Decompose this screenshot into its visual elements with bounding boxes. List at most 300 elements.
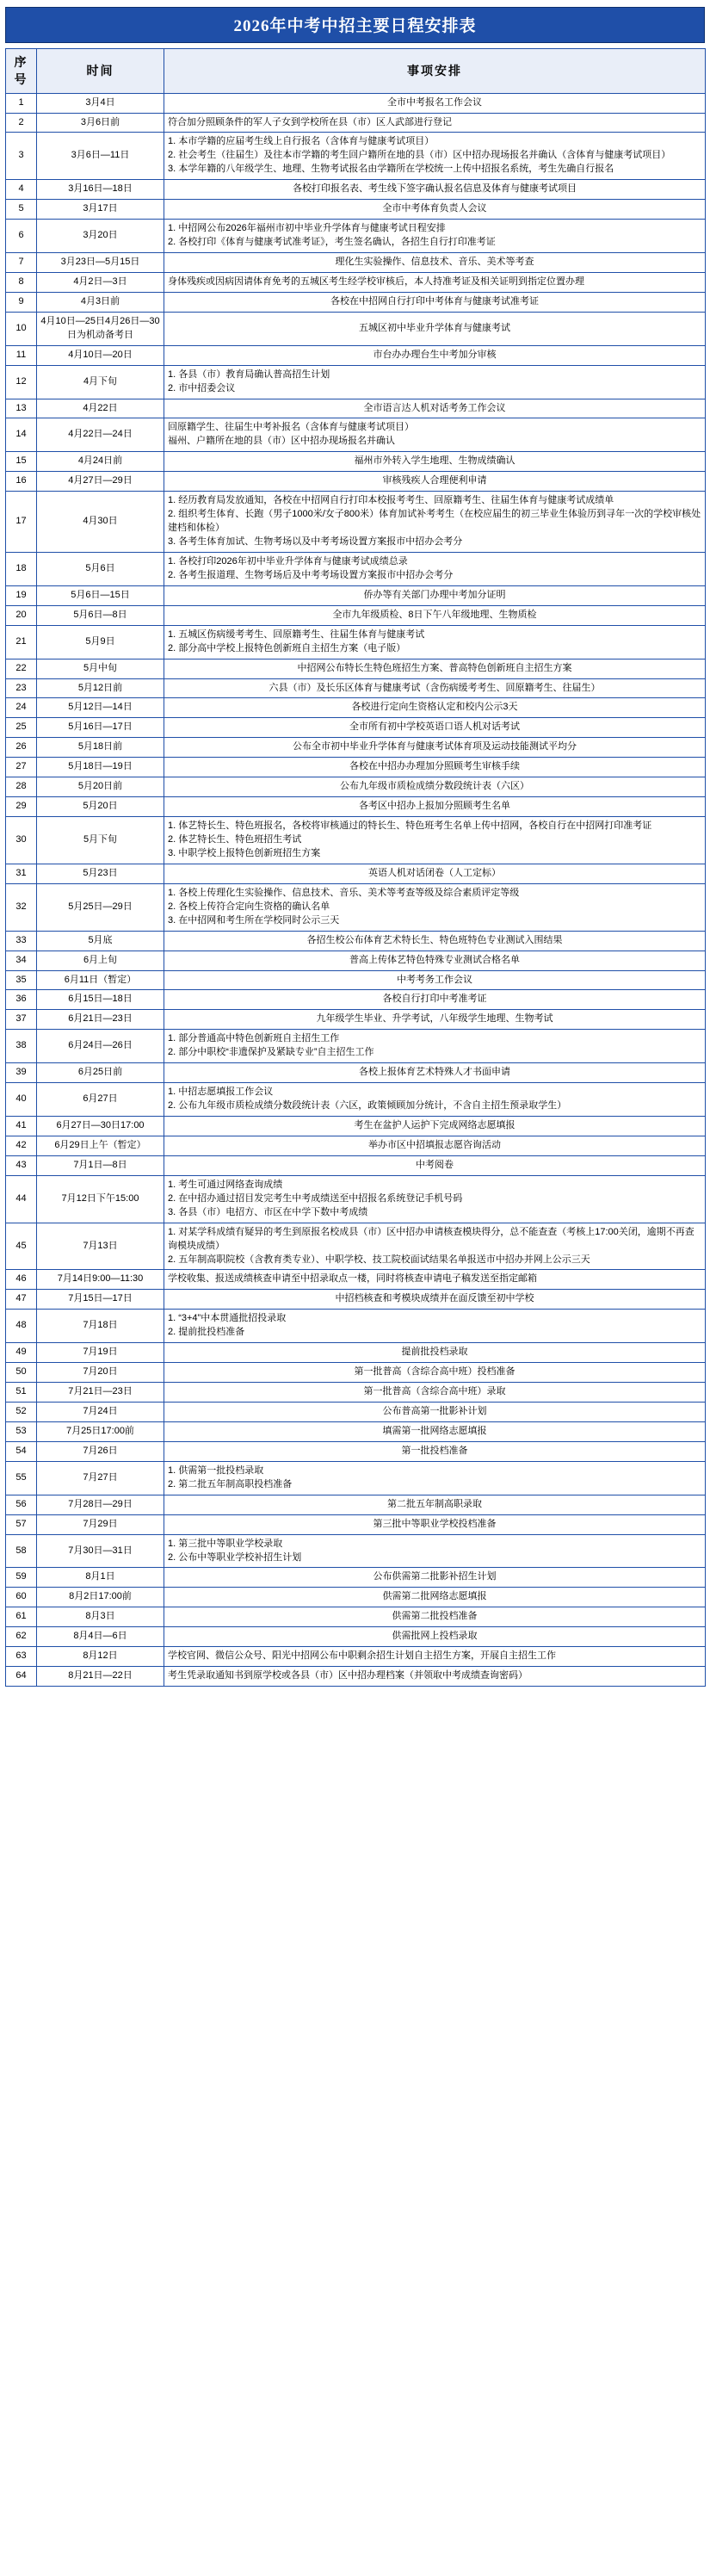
row-number: 61 <box>6 1607 37 1627</box>
row-time <box>37 1083 164 1117</box>
row-item-line: 公布普高第一批影补计划 <box>382 1406 487 1417</box>
row-item <box>164 1343 706 1363</box>
row-item <box>164 312 706 345</box>
row-number: 51 <box>6 1383 37 1403</box>
row-time-line: 5月中旬 <box>83 662 118 673</box>
row-item <box>164 93 706 113</box>
row-number: 41 <box>6 1117 37 1136</box>
row-time-line: 4月26日—30日为机动备考日 <box>67 315 160 340</box>
row-item-line: 各校在中招办办理加分照顾考生审核手续 <box>349 761 520 772</box>
row-item-line: 全市中考报名工作会议 <box>387 96 482 108</box>
row-item-line: 3. 中职学校上报特色创新班招生方案 <box>168 847 321 858</box>
row-item-line: 福州市外转入学生地理、生物成绩确认 <box>354 455 516 467</box>
row-item-line: 考生在盆护人运护下完成网络志愿填报 <box>354 1120 516 1131</box>
row-item-line: 3. 在中招网和考生所在学校同时公示三天 <box>168 914 340 926</box>
row-item-line: 各校进行定向生资格认定和校内公示3天 <box>351 702 518 713</box>
row-number: 11 <box>6 345 37 365</box>
row-number: 16 <box>6 472 37 492</box>
table-row <box>6 1270 706 1290</box>
row-item <box>164 1514 706 1534</box>
row-time <box>37 1607 164 1627</box>
row-item-line: 九年级学生毕业、升学考试，八年级学生地理、生物考试 <box>316 1013 553 1025</box>
row-item <box>164 200 706 220</box>
row-item-line: 3. 各考生体育加试、生物考场以及中考考场设置方案报市中招办会考分 <box>168 536 463 548</box>
row-number: 62 <box>6 1627 37 1647</box>
row-time-line: 7月30日—31日 <box>68 1545 133 1556</box>
row-number: 25 <box>6 718 37 738</box>
row-time <box>37 220 164 253</box>
row-item-line: 1. “3+4”中本贯通批招投录取 <box>168 1313 287 1324</box>
table-row <box>6 1363 706 1383</box>
row-item <box>164 472 706 492</box>
row-item <box>164 180 706 200</box>
table-row <box>6 365 706 399</box>
row-item-line: 2. 各考生报道理、生物考场后及中考考场设置方案报市中招办会考分 <box>168 569 454 580</box>
row-item-line: 1. 本市学籍的应届考生线上自行报名（含体育与健康考试项目） <box>168 136 435 147</box>
row-number: 43 <box>6 1155 37 1175</box>
row-item <box>164 777 706 797</box>
row-time <box>37 1175 164 1223</box>
row-item <box>164 365 706 399</box>
row-item-line: 公布全市初中毕业升学体育与健康考试体育项及运动技能测试平均分 <box>293 741 577 752</box>
row-number: 56 <box>6 1495 37 1514</box>
row-item-line: 2. 各校上传符合定向生资格的确认名单 <box>168 901 330 912</box>
row-number: 38 <box>6 1030 37 1063</box>
row-number: 36 <box>6 990 37 1010</box>
table-row <box>6 1627 706 1647</box>
row-time-line: 5月6日—8日 <box>73 609 127 620</box>
table-row <box>6 1403 706 1422</box>
row-time-line: 3月4日 <box>85 96 115 108</box>
row-number: 14 <box>6 418 37 452</box>
row-time <box>37 133 164 180</box>
row-number: 9 <box>6 292 37 312</box>
row-time <box>37 605 164 625</box>
row-number: 53 <box>6 1421 37 1441</box>
row-number: 32 <box>6 883 37 931</box>
row-item-line: 第一批普高（含综合高中班）录取 <box>363 1386 506 1397</box>
table-row <box>6 758 706 777</box>
row-time <box>37 718 164 738</box>
row-time-line: 17:00前 <box>101 1425 134 1436</box>
row-item-line: 1. 考生可通过网络查询成绩 <box>168 1179 283 1190</box>
table-body <box>6 93 706 1687</box>
row-time-line: 7月26日 <box>83 1445 118 1456</box>
row-item-line: 普高上传体艺特色特殊专业测试合格名单 <box>349 954 520 965</box>
row-item <box>164 452 706 472</box>
row-item-line: 第一批投档准备 <box>401 1445 468 1456</box>
row-time <box>37 1223 164 1270</box>
row-item <box>164 1010 706 1030</box>
row-item-line: 1. 各校上传理化生实验操作、信息技术、音乐、美术等考查等级及综合素质评定等级 <box>168 887 520 898</box>
row-item-line: 1. 中招网公布2026年福州市初中毕业升学体育与健康考试日程安排 <box>168 223 446 234</box>
row-number: 35 <box>6 970 37 990</box>
table-row <box>6 1010 706 1030</box>
row-item-line: 第一批普高（含综合高中班）投档准备 <box>354 1366 516 1378</box>
row-item <box>164 1310 706 1343</box>
row-item-line: 1. 体艺特长生、特色班报名，各校将审核通过的特长生、特色班考生名单上传中招网，各校自行在中招网打印准考证 <box>168 820 652 832</box>
table-row <box>6 1310 706 1343</box>
row-number: 47 <box>6 1290 37 1310</box>
row-time-line: 5月6日 <box>85 562 115 573</box>
table-row <box>6 93 706 113</box>
table-row <box>6 312 706 345</box>
row-item <box>164 1588 706 1607</box>
row-number: 60 <box>6 1588 37 1607</box>
row-time <box>37 585 164 605</box>
row-time <box>37 1568 164 1588</box>
row-item <box>164 883 706 931</box>
row-time-line: 8月2日 <box>69 1591 99 1602</box>
row-time-line: 4月24日前 <box>77 455 123 467</box>
row-item-line: 2. 各校打印《体育与健康考试准考证》，考生签名确认，各招生自行打印准考证 <box>168 237 496 248</box>
row-item <box>164 1403 706 1422</box>
row-item-line: 福州、户籍所在地的县（市）区中招办现场报名并确认 <box>168 436 395 447</box>
row-item <box>164 418 706 452</box>
row-item <box>164 678 706 698</box>
row-time-line: 6月25日前 <box>77 1067 123 1078</box>
row-item-line: 供需批网上投档录取 <box>392 1631 478 1642</box>
row-item-line: 2. 公布中等职业学校补招生计划 <box>168 1551 302 1563</box>
column-header-time: 时间 <box>37 49 164 94</box>
row-time-line: 6月上旬 <box>83 954 118 965</box>
row-time-line: 4月10日—20日 <box>68 349 133 360</box>
table-row <box>6 990 706 1010</box>
table-row <box>6 200 706 220</box>
row-time-line: 6月24日—26日 <box>68 1040 133 1051</box>
table-row <box>6 253 706 273</box>
row-item-line: 符合加分照顾条件的军人子女到学校所在县（市）区人武部进行登记 <box>168 116 452 127</box>
row-item <box>164 605 706 625</box>
row-time <box>37 1647 164 1667</box>
row-time <box>37 1310 164 1343</box>
row-item-line: 理化生实验操作、信息技术、音乐、美术等考查 <box>335 257 534 268</box>
row-item-line: 第二批五年制高职录取 <box>387 1498 482 1509</box>
row-time-line: 7月15日—17日 <box>68 1293 133 1304</box>
row-number: 39 <box>6 1063 37 1083</box>
row-item <box>164 220 706 253</box>
row-time <box>37 970 164 990</box>
row-number: 44 <box>6 1175 37 1223</box>
row-time-line: 6月27日 <box>83 1093 118 1105</box>
row-item <box>164 931 706 951</box>
row-item-line: 公布供需第二批影补招生计划 <box>373 1571 497 1582</box>
row-item-line: 2. 社会考生（往届生）及往本市学籍的考生回户籍所在地的县（市）区中招办现场报名并确认（含体育与健康考试项目） <box>168 150 671 161</box>
row-item-line: 侨办等有关部门办理中考加分证明 <box>363 589 506 600</box>
table-row <box>6 777 706 797</box>
table-row <box>6 678 706 698</box>
table-row <box>6 1514 706 1534</box>
row-time <box>37 625 164 659</box>
row-number: 54 <box>6 1441 37 1461</box>
table-row <box>6 552 706 585</box>
column-header-no: 序号 <box>6 49 37 94</box>
table-row <box>6 1117 706 1136</box>
row-time-line: 5月23日 <box>83 867 118 878</box>
row-time <box>37 758 164 777</box>
row-number: 8 <box>6 272 37 292</box>
row-item-line: 供需第二批网络志愿填报 <box>382 1591 487 1602</box>
row-time-line: 4月3日前 <box>80 295 120 307</box>
row-item <box>164 659 706 678</box>
row-item <box>164 1363 706 1383</box>
row-time-line: 7月1日—8日 <box>73 1159 127 1170</box>
row-number: 7 <box>6 253 37 273</box>
table-row <box>6 1647 706 1667</box>
row-time <box>37 472 164 492</box>
row-item <box>164 292 706 312</box>
table-row <box>6 1383 706 1403</box>
row-time <box>37 1534 164 1568</box>
row-item-line: 学校收集、报送成绩核查申请至中招录取点一楼，同时将核查申请电子稿发送至指定邮箱 <box>168 1273 537 1285</box>
row-number: 6 <box>6 220 37 253</box>
row-item-line: 五城区初中毕业升学体育与健康考试 <box>359 322 510 333</box>
table-row <box>6 1461 706 1495</box>
table-row <box>6 718 706 738</box>
row-number: 17 <box>6 492 37 553</box>
row-item <box>164 990 706 1010</box>
row-number: 42 <box>6 1136 37 1155</box>
row-time <box>37 113 164 133</box>
table-row <box>6 797 706 817</box>
row-item-line: 全市所有初中学校英语口语人机对话考试 <box>349 721 520 733</box>
row-time <box>37 180 164 200</box>
row-item-line: 全市九年级质检、8日下午八年级地理、生物质检 <box>332 609 537 620</box>
row-time-line: 3月16日—18日 <box>68 183 133 195</box>
row-time <box>37 1117 164 1136</box>
row-time <box>37 365 164 399</box>
row-item-line: 1. 供需第一批投档录取 <box>168 1464 264 1476</box>
row-time-line: 7月13日 <box>83 1240 118 1251</box>
row-item-line: 各校打印报名表、考生线下签字确认报名信息及体育与健康考试项目 <box>293 183 577 195</box>
table-row <box>6 1588 706 1607</box>
row-time-line: 6月21日—23日 <box>68 1013 133 1025</box>
row-number: 4 <box>6 180 37 200</box>
row-time <box>37 399 164 418</box>
table-row <box>6 1136 706 1155</box>
row-time-line: 3月20日 <box>83 230 118 241</box>
row-time-line: 下午15:00 <box>96 1192 139 1204</box>
row-item <box>164 1290 706 1310</box>
row-item-line: 中招档核查和考模块成绩并在面反馈至初中学校 <box>335 1293 534 1304</box>
row-item <box>164 272 706 292</box>
row-item-line: 中招网公布特长生特色班招生方案、普高特色创新班自主招生方案 <box>297 662 572 673</box>
row-item-line: 中考阅卷 <box>416 1159 454 1170</box>
row-item-line: 公布九年级市质检成绩分数段统计表（六区） <box>340 781 529 792</box>
row-time-line: 3月6日前 <box>80 116 120 127</box>
row-item-line: 2. 公布九年级市质检成绩分数段统计表（六区，政策倾顾加分统计，不含自主招生预录取学生） <box>168 1100 567 1112</box>
row-time-line: 8月3日 <box>85 1611 115 1622</box>
table-row <box>6 220 706 253</box>
row-number: 12 <box>6 365 37 399</box>
row-item <box>164 1270 706 1290</box>
row-item-line: 2. 部分高中学校上报特色创新班自主招生方案（电子版） <box>168 642 406 653</box>
row-item <box>164 1607 706 1627</box>
row-time-line: 7月27日 <box>83 1471 118 1483</box>
table-row <box>6 399 706 418</box>
row-item-line: 1. 中招志愿填报工作会议 <box>168 1087 274 1098</box>
table-row <box>6 418 706 452</box>
row-time <box>37 312 164 345</box>
row-time-line: 6月15日—18日 <box>68 994 133 1005</box>
row-number: 59 <box>6 1568 37 1588</box>
table-row <box>6 1667 706 1687</box>
table-row <box>6 605 706 625</box>
table-row <box>6 1290 706 1310</box>
table-row <box>6 180 706 200</box>
row-time-line: 5月6日—15日 <box>71 589 130 600</box>
row-time <box>37 678 164 698</box>
row-number: 58 <box>6 1534 37 1568</box>
row-number: 52 <box>6 1403 37 1422</box>
row-time <box>37 659 164 678</box>
row-item-line: 各考区中招办上报加分照顾考生名单 <box>359 801 510 812</box>
row-time <box>37 951 164 970</box>
row-item <box>164 1136 706 1155</box>
row-time-line: 3月23日—5月15日 <box>60 257 140 268</box>
table-row <box>6 931 706 951</box>
row-time-line: 8月4日—6日 <box>73 1631 127 1642</box>
row-time-line: （暂定） <box>98 974 137 985</box>
table-row <box>6 492 706 553</box>
row-time-line: 9:00—11:30 <box>92 1273 144 1285</box>
row-time <box>37 492 164 553</box>
row-time-line: 4月22日 <box>83 402 118 413</box>
row-item-line: 1. 五城区伤病缓考考生、回原籍考生、往届生体育与健康考试 <box>168 629 425 640</box>
row-time <box>37 1495 164 1514</box>
row-item-line: 2. 在中招办通过招目发完考生中考成绩送至中招报名系统登记手机号码 <box>168 1192 463 1204</box>
row-number: 24 <box>6 698 37 718</box>
row-time <box>37 452 164 472</box>
row-number: 2 <box>6 113 37 133</box>
row-item <box>164 1441 706 1461</box>
row-number: 20 <box>6 605 37 625</box>
row-number: 57 <box>6 1514 37 1534</box>
row-item <box>164 1627 706 1647</box>
row-time-line: 7月21日—23日 <box>68 1386 133 1397</box>
row-time-line: 5月底 <box>88 934 113 945</box>
row-time-line: 5月12日—14日 <box>68 702 133 713</box>
table-row <box>6 659 706 678</box>
row-time-line: 17:00前 <box>98 1591 132 1602</box>
row-number: 30 <box>6 817 37 864</box>
row-time <box>37 93 164 113</box>
row-item <box>164 345 706 365</box>
row-time-line: 5月9日 <box>85 635 115 647</box>
row-time <box>37 1667 164 1687</box>
table-row <box>6 1495 706 1514</box>
row-time <box>37 1588 164 1607</box>
row-number: 10 <box>6 312 37 345</box>
row-item-line: 各校在中招网自行打印中考体育与健康考试准考证 <box>330 295 539 307</box>
table-row <box>6 1568 706 1588</box>
row-number: 55 <box>6 1461 37 1495</box>
row-number: 40 <box>6 1083 37 1117</box>
table-header <box>6 49 706 94</box>
row-item-line: 市台办办理台生中考加分审核 <box>373 349 497 360</box>
table-row <box>6 133 706 180</box>
row-time <box>37 200 164 220</box>
row-item <box>164 552 706 585</box>
column-header-item: 事项安排 <box>164 49 706 94</box>
row-number: 63 <box>6 1647 37 1667</box>
table-row <box>6 1083 706 1117</box>
row-time <box>37 738 164 758</box>
row-time <box>37 1063 164 1083</box>
row-item-line: 2. 组织考生体育、长跑（男子1000米/女子800米）体育加试补考考生（在校应届生的初三毕业生体验历到寻年一次的学校审核处建档和体检） <box>168 509 701 534</box>
row-number: 13 <box>6 399 37 418</box>
row-time <box>37 1155 164 1175</box>
table-row <box>6 113 706 133</box>
row-time <box>37 817 164 864</box>
row-item-line: 2. 市中招委会议 <box>168 382 236 393</box>
row-number: 33 <box>6 931 37 951</box>
row-item-line: 1. 对某学科成绩有疑异的考生到原报名校成县（市）区中招办申请核查模块得分，总不能查查（考核上17:00关闭，逾期不再查询模块成绩） <box>168 1226 695 1251</box>
row-item-line: 1. 经历教育局发放通知，各校在中招网自行打印本校报考考生、回原籍考生、往届生体育与健康考试成绩单 <box>168 495 614 506</box>
row-number: 37 <box>6 1010 37 1030</box>
table-row <box>6 1534 706 1568</box>
row-item <box>164 797 706 817</box>
row-time-line: 7月25日 <box>66 1425 102 1436</box>
table-row <box>6 292 706 312</box>
table-row <box>6 698 706 718</box>
row-item <box>164 1495 706 1514</box>
row-number: 15 <box>6 452 37 472</box>
row-item <box>164 1383 706 1403</box>
table-row <box>6 272 706 292</box>
page-title-text: 2026年中考中招主要日程安排表 <box>233 17 477 35</box>
table-row <box>6 864 706 883</box>
row-item <box>164 698 706 718</box>
row-time <box>37 1514 164 1534</box>
row-item <box>164 1083 706 1117</box>
row-number: 49 <box>6 1343 37 1363</box>
row-item <box>164 1155 706 1175</box>
row-time-line: 7月19日 <box>83 1347 118 1358</box>
row-time-line: 8月12日 <box>83 1650 118 1662</box>
row-item <box>164 1063 706 1083</box>
row-time-line: 4月2日—3日 <box>73 276 127 287</box>
row-time <box>37 292 164 312</box>
table-row <box>6 1063 706 1083</box>
row-time <box>37 1383 164 1403</box>
row-time <box>37 864 164 883</box>
row-time-line: 7月14日 <box>57 1273 93 1285</box>
row-time-line: 5月18日—19日 <box>68 761 133 772</box>
row-item-line: 学校官网、微信公众号、阳光中招网公布中职剩余招生计划自主招生方案，开展自主招生工作 <box>168 1650 556 1662</box>
row-item-line: 各招生校公布体育艺术特长生、特色班特色专业测试入围结果 <box>306 934 563 945</box>
row-time-line: 3月17日 <box>83 203 118 214</box>
row-number: 26 <box>6 738 37 758</box>
table-row <box>6 452 706 472</box>
row-time <box>37 883 164 931</box>
row-item <box>164 758 706 777</box>
table-row <box>6 1343 706 1363</box>
row-time <box>37 1627 164 1647</box>
row-time-line: 5月16日—17日 <box>68 721 133 733</box>
row-item-line: 3. 本学年籍的八年级学生、地理、生物考试报名由学籍所在学校统一上传中招报名系统，考生先确自行报名 <box>168 164 614 175</box>
row-item <box>164 718 706 738</box>
row-item <box>164 399 706 418</box>
row-time-line: 4月22日—24日 <box>68 429 133 440</box>
row-number: 28 <box>6 777 37 797</box>
row-item <box>164 133 706 180</box>
row-item-line: 2. 提前批投档准备 <box>168 1327 245 1338</box>
row-number: 29 <box>6 797 37 817</box>
row-time-line: 5月12日前 <box>77 682 123 693</box>
row-item <box>164 864 706 883</box>
row-item-line: 2. 五年制高职院校（含教育类专业）、中职学校、技工院校面试结果名单报送市中招办并网上公示三天 <box>168 1254 590 1265</box>
